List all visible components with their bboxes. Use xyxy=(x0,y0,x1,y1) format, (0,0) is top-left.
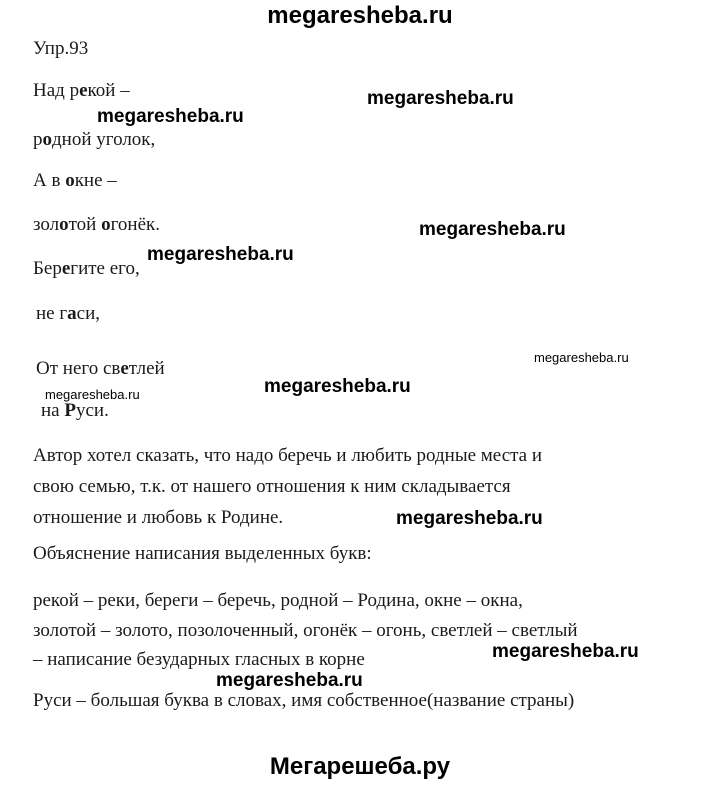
highlighted-letter: е xyxy=(120,358,129,379)
poem-line xyxy=(33,258,140,280)
poem-text: кне – xyxy=(74,170,117,191)
highlighted-letter: е xyxy=(61,258,71,279)
poem-text: гонёк. xyxy=(110,214,161,235)
highlighted-letter: е xyxy=(79,80,88,101)
poem-text: си, xyxy=(76,303,101,324)
watermark: megaresheba.ru xyxy=(97,106,244,127)
poem-line xyxy=(36,358,165,380)
watermark: megaresheba.ru xyxy=(147,244,294,265)
conclusion-line: свою семью, т.к. от нашего отношения к ним складывается xyxy=(33,476,511,497)
explanation-line: рекой – реки, береги – беречь, родной – Родина, окне – окна, xyxy=(33,590,523,611)
watermark: megaresheba.ru xyxy=(396,508,543,529)
poem-text: кой – xyxy=(87,80,130,101)
highlighted-letter: а xyxy=(67,303,77,324)
watermark: megaresheba.ru xyxy=(216,670,363,691)
poem-text: уси. xyxy=(75,400,109,421)
header-site-title: megaresheba.ru xyxy=(267,2,453,29)
watermark-small: megaresheba.ru xyxy=(534,350,629,365)
poem-line xyxy=(36,303,100,325)
footer-site-title: Мегарешеба.ру xyxy=(269,753,451,780)
watermark-small: megaresheba.ru xyxy=(45,387,140,402)
poem-text: Бер xyxy=(33,258,62,279)
poem-text: р xyxy=(33,129,43,150)
poem-line xyxy=(33,80,130,102)
watermark: megaresheba.ru xyxy=(492,641,639,662)
poem-text: гите его, xyxy=(70,258,140,279)
poem-text: дной уголок, xyxy=(52,129,156,150)
explanation-title: Объяснение написания выделенных букв: xyxy=(33,543,372,564)
watermark: megaresheba.ru xyxy=(264,376,411,397)
poem-line xyxy=(33,214,160,236)
poem-text: на xyxy=(41,400,65,421)
watermark: megaresheba.ru xyxy=(419,219,566,240)
poem-line xyxy=(33,129,155,151)
highlighted-letter: о xyxy=(65,170,75,191)
poem-line xyxy=(33,170,117,192)
poem-text: А в xyxy=(33,170,66,191)
rusi-explanation: Руси – большая буква в словах, имя собственное(название страны) xyxy=(33,690,575,711)
exercise-number: Упр.93 xyxy=(33,38,89,59)
highlighted-letter: о xyxy=(42,129,52,150)
conclusion-line: отношение и любовь к Родине. xyxy=(33,507,284,528)
poem-text: той xyxy=(68,214,102,235)
highlighted-letter: о xyxy=(59,214,69,235)
highlighted-letter: о xyxy=(101,214,111,235)
poem-text: зол xyxy=(33,214,60,235)
poem-line xyxy=(41,400,109,422)
explanation-line: – написание безударных гласных в корне xyxy=(33,649,365,670)
watermark: megaresheba.ru xyxy=(367,88,514,109)
poem-text: Над р xyxy=(33,80,80,101)
poem-text: тлей xyxy=(128,358,165,379)
poem-text: не г xyxy=(36,303,68,324)
explanation-line: золотой – золото, позолоченный, огонёк – огонь, светлей – светлый xyxy=(33,620,578,641)
poem-text: От него св xyxy=(36,358,121,379)
highlighted-letter: Р xyxy=(64,400,76,421)
conclusion-line: Автор хотел сказать, что надо беречь и любить родные места и xyxy=(33,445,543,466)
